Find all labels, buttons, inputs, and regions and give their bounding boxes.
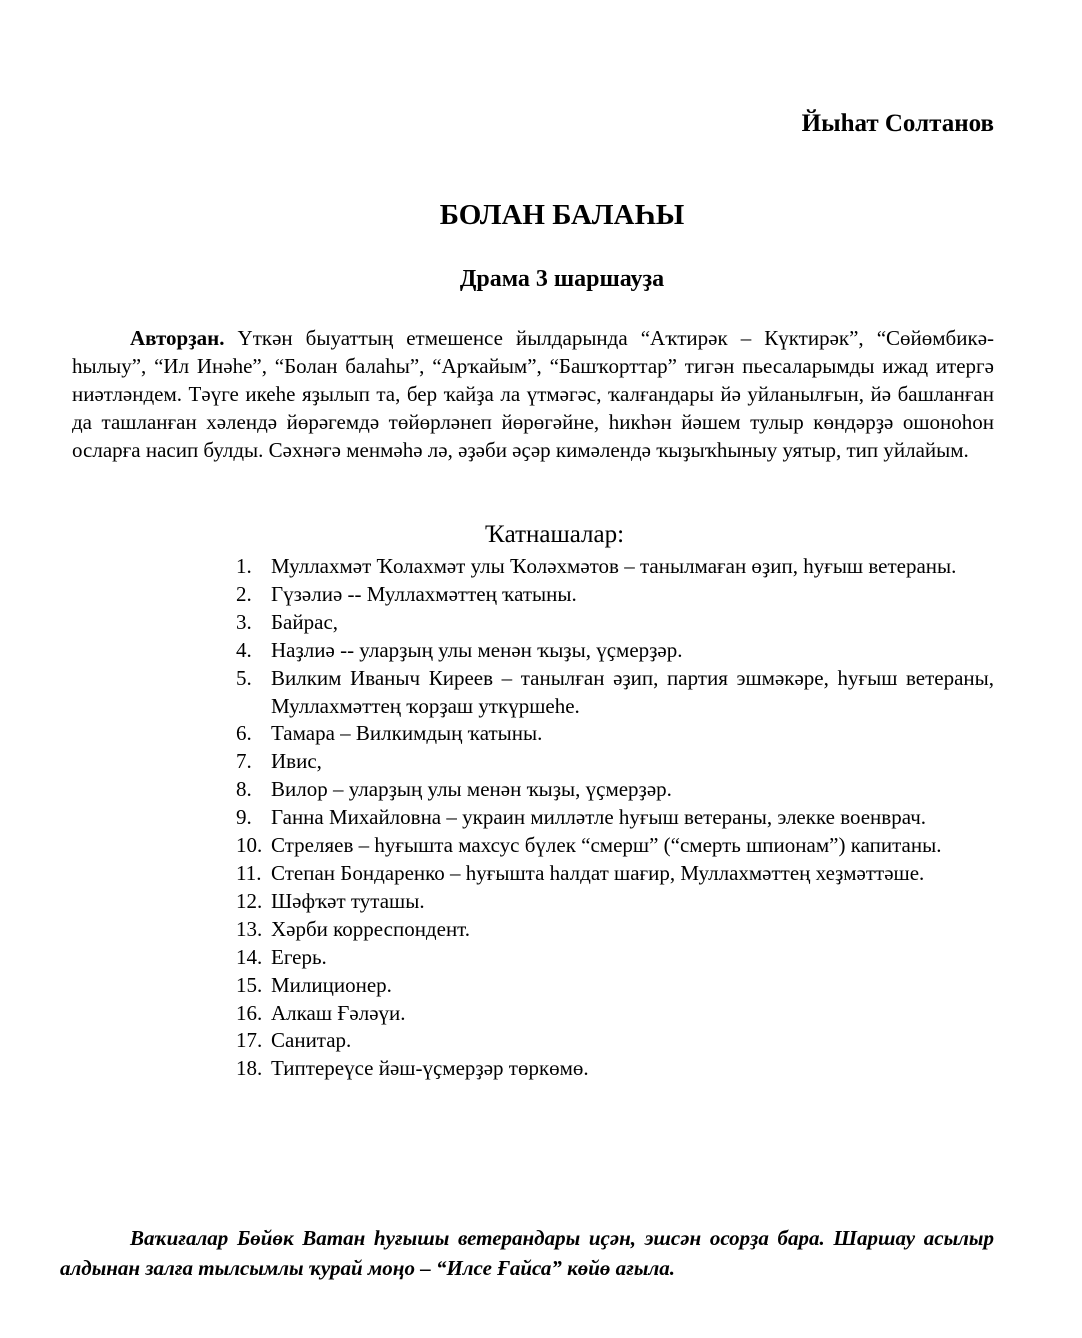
cast-item-text: Милиционер. [271,972,392,997]
cast-item-number: 18. [236,1056,263,1081]
cast-item-number: 11. [236,860,262,885]
cast-item [236,916,994,944]
cast-item-text: Алкаш Ғәләүи. [271,1000,406,1025]
cast-item [236,1027,994,1055]
cast-item [236,637,994,665]
cast-item-number: 14. [236,944,263,969]
cast-item-number: 10. [236,833,263,858]
cast-item [236,665,994,721]
cast-item-number: 1. [236,554,252,578]
cast-item-text: Шәфҡәт туташы. [271,888,425,913]
cast-item-number: 9. [236,805,252,830]
cast-item-text: Хәрби корреспондент. [271,916,471,941]
cast-item [236,609,994,637]
cast-item-number: 7. [236,749,252,774]
cast-item-text: Тамара – Вилкимдың ҡатыны. [271,721,543,746]
cast-item-text: Егерь. [271,944,327,969]
cast-item-number: 16. [236,1000,263,1025]
cast-item [236,1000,994,1028]
cast-item-text: Степан Бондаренко – һуғышта һалдат шағир, Муллахмәттең хеҙмәттәше. [271,860,925,885]
cast-item-text: Стреляев – һуғышта махсус бүлек “смерш” (“смерть шпионам”) капитаны. [271,833,942,858]
cast-item-number: 17. [236,1028,263,1053]
cast-item [236,748,994,776]
cast-item [236,1055,994,1083]
cast-item-text: Вилор – уларҙың улы менән ҡыҙы, үҫмерҙәр. [271,777,672,802]
cast-item [236,804,994,832]
cast-item [236,720,994,748]
cast-item-number: 6. [236,721,252,746]
cast-item [236,776,994,804]
cast-item [236,832,994,860]
stage-direction: Ваҡиғалар Бөйөк Ватан һуғышы ветерандары иҫән, эшсән осорҙа бара. Шаршау асылыр алдынан залға тылсымлы ҡурай моңо – “Илсе Ғайса” көйө ағыла. [60,1226,994,1280]
cast-item-text: Вилким Иваныч Киреев – танылған әҙип, партия эшмәкәре, һуғыш ветераны, Муллахмәттең ҡорҙаш уткүршеһе. [271,665,994,718]
play-subtitle: Драма 3 шаршауҙа [459,266,665,292]
cast-item-number: 2. [236,581,252,606]
cast-item-number: 13. [236,916,263,941]
play-title: БОЛАН БАЛАҺЫ [439,199,685,231]
cast-item-text: Гүзәлиә -- Муллахмәттең ҡатыны. [271,581,577,606]
cast-item [236,581,994,609]
cast-item-number: 12. [236,888,263,913]
cast-item-text: Типтереүсе йәш-үҫмерҙәр төркөмө. [271,1056,589,1081]
cast-item [236,944,994,972]
cast-item-number: 3. [236,609,252,634]
cast-item-text: Ивис, [271,749,322,774]
cast-item-number: 5. [236,665,252,690]
cast-item-text: Наҙлиә -- уларҙың улы менән ҡыҙы, үҫмерҙәр. [271,637,683,662]
cast-item-number: 8. [236,777,252,802]
preface-lead: Авторҙан. [130,326,225,350]
cast-item [236,972,994,1000]
cast-item [236,888,994,916]
cast-item-text: Байрас, [271,609,339,634]
preface-text: Үткән быуаттың етмешенсе йылдарында “Аҡтирәк – Күктирәк”, “Сөйөмбикә-һылыу”, “Ил Инәһе”, “Болан балаһы”, “Арҡайым”, “Башҡорттар” тигән пьесаларымды ижад итергә ниәтләндем. Тәүге икеһе яҙылып та, бер ҡайҙа ла үтмәгәс, ҡалғандары йә уйланылғын, йә башланған да ташланған хәлендә йөрәгемдә төйөрләнеп йөрөгәйне, һикһән йәшем тулыр көндәрҙә ошоноһон осларға насип булды. Сәхнәгә менмәһә лә, әҙәби әҫәр кимәлендә ҡыҙыҡһыныу уятыр, тип уйлайым. [72,326,995,462]
cast-item-number: 4. [236,637,252,662]
cast-item-text: Санитар. [271,1028,352,1053]
cast-item-text: Муллахмәт Ҡолахмәт улы Ҡоләхмәтов – танылмаған өҙип, һуғыш ветераны. [271,554,957,578]
cast-heading: Ҡатнашалар: [485,521,625,548]
author-name: Йыһат Солтанов [801,110,994,137]
cast-list [236,553,994,1083]
cast-item-number: 15. [236,972,263,997]
cast-item [236,553,994,581]
author-preface [72,324,994,464]
cast-item [236,860,994,888]
cast-item-text: Ганна Михайловна – украин милләтле һуғыш ветераны, элекке военврач. [271,805,926,830]
